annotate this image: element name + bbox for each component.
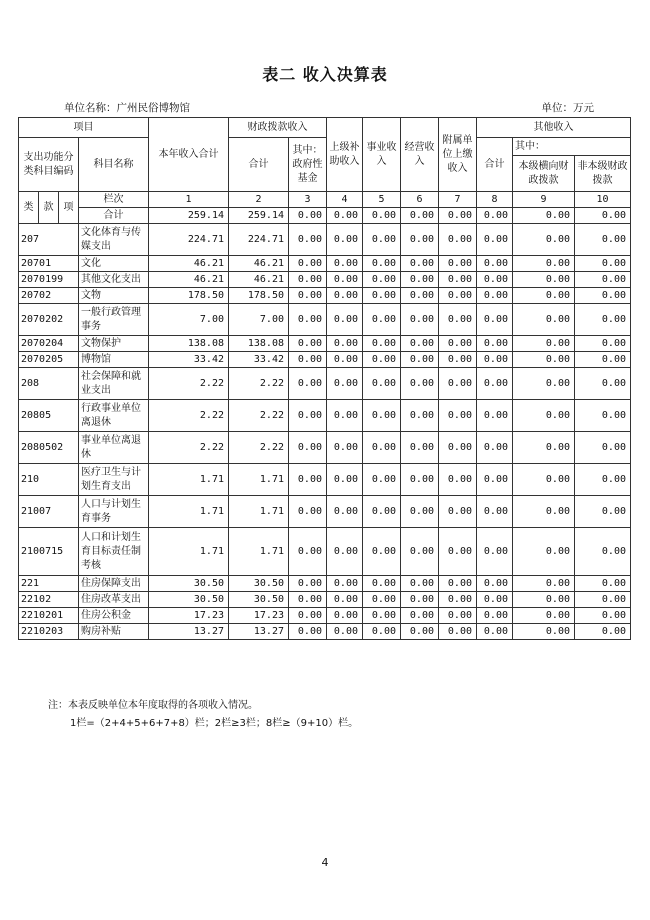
col-number: 3: [289, 192, 327, 208]
row-value: 0.00: [575, 432, 631, 464]
row-value: 0.00: [477, 352, 513, 368]
row-value: 178.50: [229, 288, 289, 304]
row-code: 207: [19, 224, 79, 256]
row-value: 0.00: [477, 256, 513, 272]
header-fiscal-total: 合计: [229, 138, 289, 192]
row-value: 0.00: [363, 272, 401, 288]
table-row: [19, 224, 631, 256]
row-value: 0.00: [289, 496, 327, 528]
total-value: 0.00: [575, 208, 631, 224]
unit-label: 单位：万元: [541, 102, 594, 114]
row-value: 0.00: [401, 592, 439, 608]
row-code: 2070205: [19, 352, 79, 368]
row-value: 0.00: [575, 592, 631, 608]
row-value: 0.00: [289, 528, 327, 576]
row-value: 0.00: [513, 304, 575, 336]
row-code: 208: [19, 368, 79, 400]
header-total-income: 本年收入合计: [149, 118, 229, 192]
row-subject-name: 其他文化支出: [79, 272, 149, 288]
row-code: 20702: [19, 288, 79, 304]
row-value: 0.00: [439, 352, 477, 368]
row-value: 0.00: [575, 528, 631, 576]
row-value: 0.00: [289, 592, 327, 608]
row-value: 0.00: [575, 608, 631, 624]
row-value: 0.00: [289, 352, 327, 368]
row-value: 0.00: [439, 368, 477, 400]
row-value: 0.00: [513, 576, 575, 592]
row-value: 30.50: [229, 592, 289, 608]
row-value: 0.00: [477, 528, 513, 576]
row-value: 1.71: [229, 464, 289, 496]
row-value: 30.50: [149, 592, 229, 608]
row-value: 0.00: [401, 352, 439, 368]
table-row: [19, 368, 631, 400]
table-row: [19, 624, 631, 640]
table-row: [19, 288, 631, 304]
total-value: 0.00: [363, 208, 401, 224]
row-value: 0.00: [439, 496, 477, 528]
row-value: 46.21: [149, 272, 229, 288]
header-affiliated: 附属单位上缴收入: [439, 118, 477, 192]
row-value: 0.00: [575, 272, 631, 288]
row-value: 0.00: [289, 304, 327, 336]
total-row: [19, 208, 631, 224]
row-value: 0.00: [327, 608, 363, 624]
row-value: 17.23: [149, 608, 229, 624]
notes: [48, 697, 358, 733]
row-value: 46.21: [149, 256, 229, 272]
row-code: 2210203: [19, 624, 79, 640]
row-value: 0.00: [327, 352, 363, 368]
row-value: 2.22: [229, 368, 289, 400]
row-value: 0.00: [439, 432, 477, 464]
row-value: 0.00: [439, 464, 477, 496]
header-same-level: 本级横向财政拨款: [513, 156, 575, 192]
row-subject-name: 住房保障支出: [79, 576, 149, 592]
total-value: 0.00: [289, 208, 327, 224]
row-value: 0.00: [477, 592, 513, 608]
row-value: 0.00: [575, 624, 631, 640]
header-subject-name: 科目名称: [79, 138, 149, 192]
row-value: 2.22: [149, 432, 229, 464]
row-value: 0.00: [327, 272, 363, 288]
row-value: 0.00: [363, 464, 401, 496]
header-business: 事业收入: [363, 118, 401, 192]
row-value: 46.21: [229, 272, 289, 288]
row-value: 0.00: [477, 336, 513, 352]
row-value: 0.00: [289, 432, 327, 464]
row-value: 0.00: [477, 368, 513, 400]
row-value: 0.00: [477, 496, 513, 528]
row-value: 0.00: [289, 624, 327, 640]
note-line-2: 1栏=（2+4+5+6+7+8）栏；2栏≥3栏；8栏≥（9+10）栏。: [70, 718, 359, 729]
row-subject-name: 医疗卫生与计划生育支出: [79, 464, 149, 496]
row-value: 0.00: [439, 608, 477, 624]
row-value: 0.00: [513, 288, 575, 304]
header-lanci: 栏次: [79, 192, 149, 208]
page-title: 表二 收入决算表: [262, 65, 388, 84]
row-value: 0.00: [439, 336, 477, 352]
row-subject-name: 文物: [79, 288, 149, 304]
row-value: 0.00: [289, 368, 327, 400]
table-row: [19, 576, 631, 592]
row-value: 0.00: [327, 336, 363, 352]
row-value: 46.21: [229, 256, 289, 272]
row-value: 0.00: [513, 400, 575, 432]
row-value: 0.00: [363, 400, 401, 432]
row-value: 0.00: [363, 496, 401, 528]
row-value: 0.00: [401, 608, 439, 624]
row-value: 0.00: [401, 496, 439, 528]
row-subject-name: 博物馆: [79, 352, 149, 368]
row-value: 224.71: [229, 224, 289, 256]
row-subject-name: 住房公积金: [79, 608, 149, 624]
row-subject-name: 人口和计划生育目标责任制考核: [79, 528, 149, 576]
row-value: 0.00: [513, 464, 575, 496]
table-row: [19, 528, 631, 576]
row-value: 0.00: [477, 288, 513, 304]
row-value: 0.00: [289, 464, 327, 496]
row-value: 0.00: [439, 304, 477, 336]
col-number: 4: [327, 192, 363, 208]
row-value: 33.42: [149, 352, 229, 368]
row-value: 0.00: [513, 272, 575, 288]
row-value: 0.00: [363, 352, 401, 368]
row-value: 0.00: [401, 432, 439, 464]
row-value: 17.23: [229, 608, 289, 624]
row-value: 0.00: [401, 528, 439, 576]
row-value: 0.00: [575, 464, 631, 496]
row-value: 0.00: [289, 608, 327, 624]
row-value: 0.00: [327, 432, 363, 464]
row-value: 0.00: [575, 496, 631, 528]
row-value: 0.00: [327, 624, 363, 640]
row-value: 1.71: [229, 496, 289, 528]
row-value: 0.00: [363, 224, 401, 256]
row-value: 0.00: [513, 528, 575, 576]
table-row: [19, 432, 631, 464]
row-value: 0.00: [477, 464, 513, 496]
row-value: 0.00: [327, 400, 363, 432]
row-code: 2070199: [19, 272, 79, 288]
row-value: 0.00: [575, 288, 631, 304]
row-subject-name: 文物保护: [79, 336, 149, 352]
row-subject-name: 社会保障和就业支出: [79, 368, 149, 400]
unit-name: 单位名称：广州民俗博物馆: [64, 102, 190, 114]
row-value: 7.00: [149, 304, 229, 336]
row-value: 0.00: [575, 224, 631, 256]
row-value: 0.00: [575, 576, 631, 592]
row-value: 0.00: [477, 272, 513, 288]
row-subject-name: 一般行政管理事务: [79, 304, 149, 336]
row-value: 0.00: [439, 224, 477, 256]
table-row: [19, 464, 631, 496]
row-value: 0.00: [363, 336, 401, 352]
row-value: 0.00: [439, 256, 477, 272]
row-value: 0.00: [401, 400, 439, 432]
row-value: 0.00: [513, 224, 575, 256]
row-value: 0.00: [439, 272, 477, 288]
row-value: 224.71: [149, 224, 229, 256]
table-row: [19, 608, 631, 624]
table-row: [19, 400, 631, 432]
row-value: 1.71: [149, 528, 229, 576]
row-value: 0.00: [513, 432, 575, 464]
row-value: 0.00: [513, 496, 575, 528]
row-code: 20701: [19, 256, 79, 272]
table-row: [19, 352, 631, 368]
row-value: 0.00: [477, 432, 513, 464]
row-subject-name: 事业单位离退休: [79, 432, 149, 464]
row-value: 0.00: [327, 496, 363, 528]
row-value: 0.00: [513, 624, 575, 640]
row-code: 20805: [19, 400, 79, 432]
row-value: 0.00: [363, 304, 401, 336]
row-subject-name: 文化: [79, 256, 149, 272]
total-value: 0.00: [401, 208, 439, 224]
row-subject-name: 住房改革支出: [79, 592, 149, 608]
row-value: 0.00: [327, 288, 363, 304]
row-value: 0.00: [513, 368, 575, 400]
row-value: 2.22: [229, 432, 289, 464]
total-value: 0.00: [327, 208, 363, 224]
row-value: 0.00: [401, 256, 439, 272]
table-row: [19, 256, 631, 272]
row-subject-name: 人口与计划生育事务: [79, 496, 149, 528]
table-row: [19, 272, 631, 288]
row-value: 0.00: [289, 224, 327, 256]
row-value: 0.00: [401, 224, 439, 256]
row-value: 0.00: [401, 368, 439, 400]
row-value: 0.00: [327, 528, 363, 576]
row-value: 0.00: [363, 576, 401, 592]
row-value: 0.00: [289, 576, 327, 592]
row-code: 221: [19, 576, 79, 592]
row-value: 0.00: [327, 304, 363, 336]
row-value: 13.27: [149, 624, 229, 640]
row-value: 138.08: [229, 336, 289, 352]
row-value: 0.00: [289, 336, 327, 352]
row-value: 0.00: [513, 608, 575, 624]
row-code: 21007: [19, 496, 79, 528]
income-table: [18, 117, 631, 640]
row-value: 0.00: [439, 624, 477, 640]
row-value: 0.00: [575, 400, 631, 432]
row-value: 178.50: [149, 288, 229, 304]
row-value: 0.00: [401, 576, 439, 592]
table-row: [19, 336, 631, 352]
row-value: 0.00: [439, 592, 477, 608]
row-value: 0.00: [401, 336, 439, 352]
row-value: 0.00: [477, 304, 513, 336]
header-func-code: 支出功能分类科目编码: [19, 138, 79, 192]
header-fiscal: 财政拨款收入: [229, 118, 327, 138]
row-value: 1.71: [149, 496, 229, 528]
row-value: 0.00: [401, 464, 439, 496]
row-value: 0.00: [513, 336, 575, 352]
total-label: 合计: [79, 208, 149, 224]
row-value: 0.00: [575, 256, 631, 272]
row-code: 2080502: [19, 432, 79, 464]
row-value: 0.00: [439, 288, 477, 304]
col-number: 5: [363, 192, 401, 208]
row-value: 0.00: [477, 576, 513, 592]
row-code: 2100715: [19, 528, 79, 576]
row-value: 0.00: [327, 576, 363, 592]
row-value: 0.00: [575, 304, 631, 336]
row-code: 2210201: [19, 608, 79, 624]
header-other: 其他收入: [477, 118, 631, 138]
header-upper-subsidy: 上级补助收入: [327, 118, 363, 192]
row-value: 0.00: [327, 464, 363, 496]
total-value: 259.14: [149, 208, 229, 224]
row-value: 33.42: [229, 352, 289, 368]
row-code: 210: [19, 464, 79, 496]
header-operation: 经营收入: [401, 118, 439, 192]
row-value: 138.08: [149, 336, 229, 352]
row-value: 0.00: [363, 624, 401, 640]
row-subject-name: 购房补贴: [79, 624, 149, 640]
row-value: 0.00: [401, 272, 439, 288]
col-number: 1: [149, 192, 229, 208]
row-value: 0.00: [439, 400, 477, 432]
table-row: [19, 304, 631, 336]
col-number: 7: [439, 192, 477, 208]
row-value: 0.00: [477, 400, 513, 432]
header-xiang: 项: [59, 192, 79, 224]
total-value: 0.00: [513, 208, 575, 224]
row-value: 0.00: [401, 624, 439, 640]
row-value: 1.71: [229, 528, 289, 576]
row-value: 30.50: [229, 576, 289, 592]
row-value: 2.22: [149, 368, 229, 400]
row-value: 0.00: [401, 304, 439, 336]
row-value: 0.00: [575, 368, 631, 400]
row-value: 0.00: [575, 336, 631, 352]
row-subject-name: 行政事业单位离退休: [79, 400, 149, 432]
row-value: 0.00: [401, 288, 439, 304]
row-value: 0.00: [289, 400, 327, 432]
table-row: [19, 592, 631, 608]
row-value: 0.00: [289, 272, 327, 288]
row-value: 1.71: [149, 464, 229, 496]
row-value: 0.00: [439, 576, 477, 592]
row-value: 0.00: [327, 368, 363, 400]
row-value: 0.00: [513, 592, 575, 608]
row-value: 0.00: [363, 608, 401, 624]
row-value: 0.00: [513, 352, 575, 368]
header-fiscal-gov: 其中：政府性基金: [289, 138, 327, 192]
row-value: 0.00: [477, 608, 513, 624]
col-number: 9: [513, 192, 575, 208]
header-kuan: 款: [39, 192, 59, 224]
row-value: 0.00: [477, 624, 513, 640]
row-value: 0.00: [477, 224, 513, 256]
row-value: 0.00: [289, 256, 327, 272]
table-row: [19, 496, 631, 528]
header-non-same-level: 非本级财政拨款: [575, 156, 631, 192]
row-value: 0.00: [439, 528, 477, 576]
row-value: 2.22: [229, 400, 289, 432]
total-value: 0.00: [477, 208, 513, 224]
col-number: 6: [401, 192, 439, 208]
row-code: 2070202: [19, 304, 79, 336]
page-number: 4: [321, 856, 329, 869]
total-value: 259.14: [229, 208, 289, 224]
col-number: 10: [575, 192, 631, 208]
row-code: 22102: [19, 592, 79, 608]
row-value: 7.00: [229, 304, 289, 336]
row-value: 0.00: [575, 352, 631, 368]
col-number: 8: [477, 192, 513, 208]
row-value: 2.22: [149, 400, 229, 432]
header-other-total: 合计: [477, 138, 513, 192]
row-value: 0.00: [363, 368, 401, 400]
note-line-1: 注：本表反映单位本年度取得的各项收入情况。: [48, 700, 258, 711]
header-project: 项目: [19, 118, 149, 138]
row-value: 0.00: [327, 256, 363, 272]
row-value: 0.00: [513, 256, 575, 272]
col-number: 2: [229, 192, 289, 208]
row-value: 13.27: [229, 624, 289, 640]
row-value: 0.00: [363, 256, 401, 272]
row-code: 2070204: [19, 336, 79, 352]
row-value: 0.00: [363, 592, 401, 608]
row-value: 0.00: [363, 528, 401, 576]
row-value: 0.00: [327, 592, 363, 608]
row-value: 0.00: [363, 432, 401, 464]
header-other-of: 其中：: [513, 138, 631, 156]
total-value: 0.00: [439, 208, 477, 224]
row-value: 30.50: [149, 576, 229, 592]
header-lei: 类: [19, 192, 39, 224]
row-value: 0.00: [289, 288, 327, 304]
row-value: 0.00: [327, 224, 363, 256]
row-subject-name: 文化体育与传媒支出: [79, 224, 149, 256]
row-value: 0.00: [363, 288, 401, 304]
